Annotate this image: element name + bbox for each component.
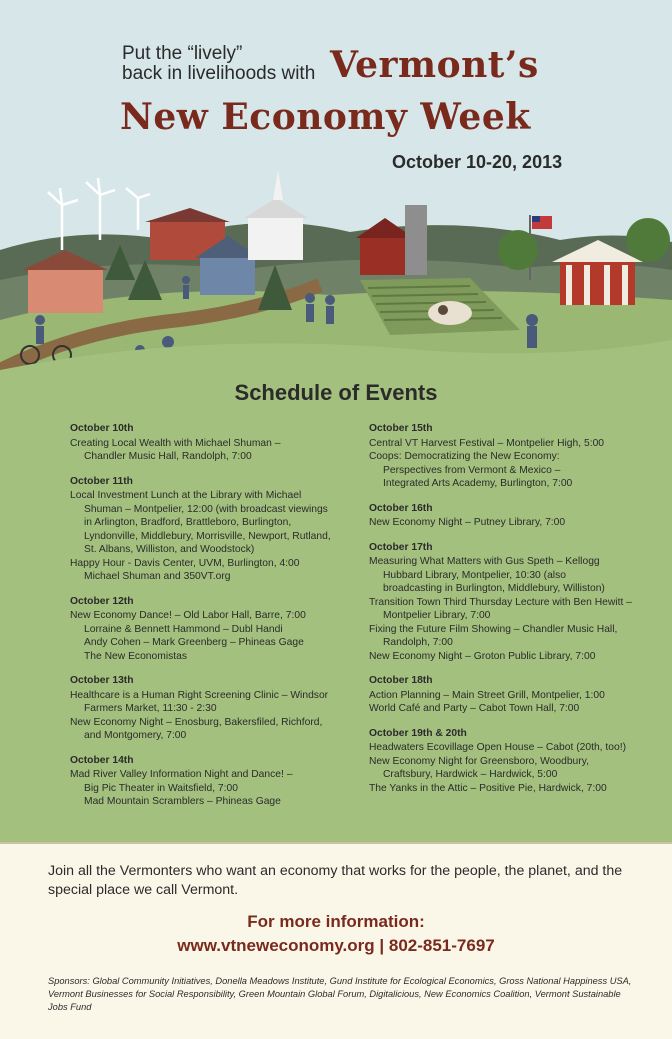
schedule-day-title: October 17th [369, 541, 433, 553]
title-line-2: New Economy Week [120, 96, 531, 138]
schedule-event-line: New Economy Night for Greensboro, Woodbury, [369, 755, 589, 767]
schedule-event-line: Creating Local Wealth with Michael Shuman – [70, 437, 281, 449]
header-tagline [122, 44, 327, 84]
schedule-event-line: Michael Shuman and 350VT.org [84, 571, 231, 582]
schedule-day-title: October 15th [369, 423, 433, 434]
schedule-day-title: October 12th [70, 595, 134, 607]
schedule-day-title: October 18th [369, 675, 433, 686]
schedule-day [70, 475, 356, 584]
schedule-day-title: October 10th [70, 423, 134, 434]
join-message: Join all the Vermonters who want an economy that works for the people, the planet, and the special place we call Vermont. [48, 863, 623, 898]
schedule-day [369, 674, 659, 716]
schedule-day-title: October 11th [70, 475, 133, 487]
schedule-day [70, 422, 356, 464]
schedule-event-line: Chandler Music Hall, Randolph, 7:00 [84, 451, 252, 462]
schedule-event-line: Happy Hour - Davis Center, UVM, Burlington, 4:00 [70, 557, 300, 569]
schedule-event-line: Integrated Arts Academy, Burlington, 7:00 [383, 478, 573, 489]
schedule-event-line: New Economy Night – Enosburg, Bakersfiled, Richford, [70, 716, 323, 728]
schedule-event-line: Coops: Democratizing the New Economy: [369, 451, 560, 462]
schedule-event-line: Perspectives from Vermont & Mexico – [383, 464, 561, 476]
schedule-event-line: Hubbard Library, Montpelier, 10:30 (also [383, 569, 566, 581]
schedule-event-line: World Café and Party – Cabot Town Hall, 7:00 [369, 703, 580, 714]
schedule-day [70, 674, 356, 743]
schedule-event-line: Headwaters Ecovillage Open House – Cabot (20th, too!) [369, 742, 626, 753]
schedule-event-line: New Economy Dance! – Old Labor Hall, Barre, 7:00 [70, 610, 306, 621]
schedule-event-line: Montpelier Library, 7:00 [383, 610, 491, 621]
tagline-line-2: back in livelihoods with [122, 63, 316, 84]
schedule-day [369, 727, 659, 796]
schedule-day [369, 541, 659, 664]
more-info-heading: For more information: [247, 912, 425, 931]
tagline-line-1: Put the “lively” [122, 43, 243, 64]
schedule-event-line: Andy Cohen – Mark Greenberg – Phineas Gage [84, 637, 304, 648]
schedule-event-line: Local Investment Lunch at the Library with Michael [70, 490, 302, 501]
schedule-event-line: Measuring What Matters with Gus Speth – Kellogg [369, 556, 600, 567]
schedule-event-line: Central VT Harvest Festival – Montpelier High, 5:00 [369, 437, 605, 449]
schedule-event-line: Fixing the Future Film Showing – Chandler Music Hall, [369, 623, 618, 635]
event-dates: October 10-20, 2013 [392, 152, 563, 172]
schedule-event-line: New Economy Night – Putney Library, 7:00 [369, 517, 566, 528]
schedule-event-line: Healthcare is a Human Right Screening Clinic – Windsor [70, 689, 329, 701]
schedule-day-title: October 16th [369, 502, 433, 514]
schedule-day-title: October 19th & 20th [369, 727, 467, 739]
schedule-event-line: Farmers Market, 11:30 - 2:30 [84, 703, 217, 714]
schedule-event-line: The New Economistas [84, 650, 188, 662]
schedule-left-column [70, 422, 356, 820]
sponsors-text: Sponsors: Global Community Initiatives, Donella Meadows Institute, Gund Institute for Ecological Economics, Gross National Happiness USA, Vermont Businesses for Social Responsibility, Green Mountain Global Forum, Digitalicious, New Economics Coalition, Vermont Sustainable Jobs Fund [48, 976, 632, 1012]
schedule-event-line: Randolph, 7:00 [383, 637, 453, 648]
schedule-event-line: in Arlington, Bradford, Brattleboro, Burlington, [84, 517, 292, 528]
schedule-event-line: Lorraine & Bennett Hammond – Dubl Handi [84, 623, 283, 635]
schedule-event-line: and Montgomery, 7:00 [84, 730, 187, 741]
schedule-day-title: October 13th [70, 675, 134, 686]
schedule-event-line: New Economy Night – Groton Public Library, 7:00 [369, 650, 596, 662]
schedule-event-line: Craftsbury, Hardwick – Hardwick, 5:00 [383, 769, 558, 780]
schedule-event-line: Mad Mountain Scramblers – Phineas Gage [84, 796, 281, 807]
schedule-right-column [369, 422, 659, 806]
schedule-day [70, 754, 356, 809]
schedule-heading: Schedule of Events [234, 380, 438, 405]
contact-info: www.vtneweconomy.org | 802-851-7697 [177, 936, 495, 955]
schedule-day-title: October 14th [70, 754, 134, 766]
schedule-event-line: Lyndonville, Middlebury, Morrisville, Newport, Rutland, [84, 530, 331, 542]
schedule-event-line: Mad River Valley Information Night and Dance! – [70, 769, 293, 780]
schedule-event-line: St. Albans, Williston, and Woodstock) [84, 544, 255, 555]
schedule-event-line: Shuman – Montpelier, 12:00 (with broadcast viewings [84, 503, 328, 515]
schedule-event-line: The Yanks in the Attic – Positive Pie, Hardwick, 7:00 [369, 782, 607, 794]
schedule-day [369, 422, 659, 491]
schedule-event-line: Action Planning – Main Street Grill, Montpelier, 1:00 [369, 689, 605, 701]
schedule-day [369, 502, 659, 530]
title-line-1: Vermont’s [330, 44, 539, 86]
schedule-event-line: broadcasting in Burlington, Middlebury, Williston) [383, 583, 605, 594]
schedule-day [70, 595, 356, 664]
schedule-event-line: Transition Town Third Thursday Lecture with Ben Hewitt – [369, 596, 632, 608]
schedule-event-line: Big Pic Theater in Waitsfield, 7:00 [84, 782, 238, 794]
